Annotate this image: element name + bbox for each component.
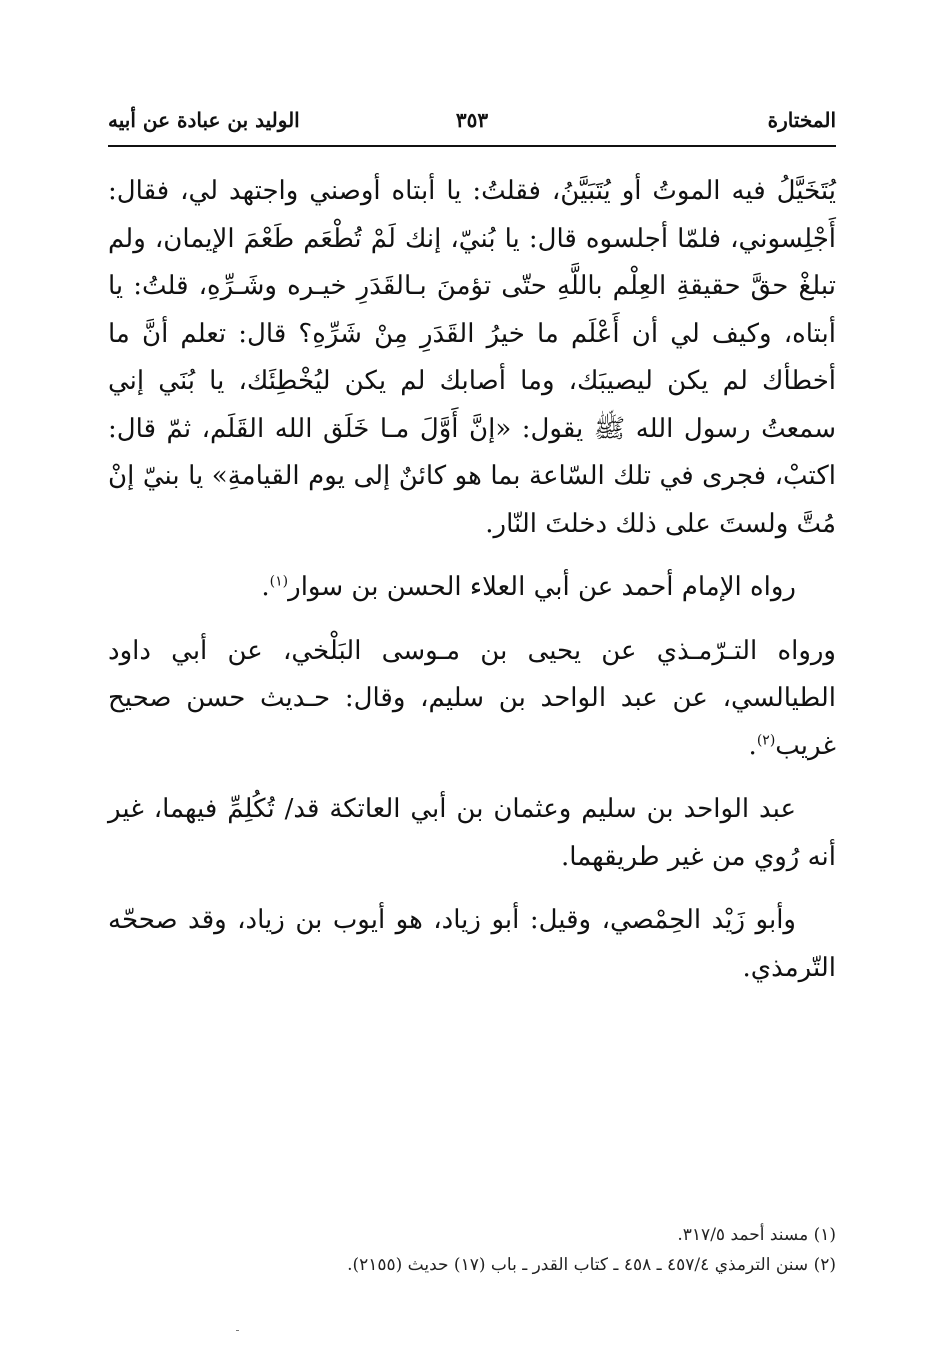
- scan-speck: [236, 1330, 239, 1331]
- paragraph-narrator-note: [108, 786, 836, 881]
- paragraph-tail: .: [748, 730, 757, 761]
- paragraph-ahmad-narration: [108, 564, 836, 612]
- page-number: ٣٥٣: [455, 108, 489, 132]
- footnote-2: (٢) سنن الترمذي ٤٥٧/٤ ـ ٤٥٨ ـ كتاب القدر ـ باب (١٧) حديث (٢١٥٥).: [347, 1255, 836, 1275]
- paragraph-text: ورواه التـرّمـذي عن يحيى بن مـوسى البَلْخي، عن أبي داود الطيالسي، عن عبد الواحد بن سليم، وقال: حـديث حسن صحيح غريب: [108, 635, 836, 761]
- running-header: [108, 108, 836, 142]
- footnote-marker[interactable]: (٢): [756, 731, 776, 748]
- footnote-1: (١) مسند أحمد ٣١٧/٥.: [677, 1225, 836, 1245]
- paragraph-tirmidhi-narration: [108, 628, 836, 771]
- paragraph-text: عبد الواحد بن سليم وعثمان بن أبي العاتكة قد/ تُكُلِمِّ فيهما، غير أنه رُوي من غير طريقهما.: [108, 794, 836, 872]
- footnotes: [108, 1220, 836, 1280]
- paragraph-text: رواه الإمام أحمد عن أبي العلاء الحسن بن سوار: [288, 572, 796, 602]
- footnote-marker[interactable]: (١): [269, 573, 289, 590]
- header-book-title: المختارة: [767, 108, 836, 132]
- paragraph-tail: .: [261, 572, 270, 602]
- paragraph-abu-zayd: [108, 897, 836, 992]
- header-chapter-title: الوليد بن عبادة عن أبيه: [108, 108, 300, 132]
- paragraph-text: يُتَخَيَّلُ فيه الموتُ أو يُتَبَيَّنُ، فقلتُ: يا أبتاه أوصني واجتهد لي، فقال: أَجْلِسوني، فلمّا أجلسوه قال: يا بُنيّ، إنك لَمْ تُطْعَم طَعْمَ الإيمان، ولم تبلغْ حقَّ حقيقةِ العِلْم باللَّهِ حتّى تؤمنَ بـالقَدَرِ خيـره وشَـرِّهِ، قلتُ: يا أبتاه، وكيف لي أن أَعْلَم ما خيرُ القَدَرِ مِنْ شَرِّهِ؟ قال: تعلم أنَّ ما أخطأك لم يكن ليصيبَك، وما أصابك لم يكن ليُخْطِئَك، يا بُنَي إني سمعتُ رسول الله ﷺ يقول: «إنَّ أَوَّلَ مـا خَلَق الله القَلَم، ثمّ قال: اكتبْ، فجرى في تلك السّاعة بما هو كائنٌ إلى يوم القيامةِ» يا بنيّ إنْ مُتَّ ولستَ على ذلك دخلتَ النّار.: [108, 176, 836, 539]
- main-text: [108, 168, 836, 1008]
- paragraph-hadith: [108, 168, 836, 548]
- paragraph-text: وأبو زَيْد الحِمْصي، وقيل: أبو زياد، هو أيوب بن زياد، وقد صححّه التّرمذي.: [108, 905, 836, 983]
- header-divider: [108, 145, 836, 147]
